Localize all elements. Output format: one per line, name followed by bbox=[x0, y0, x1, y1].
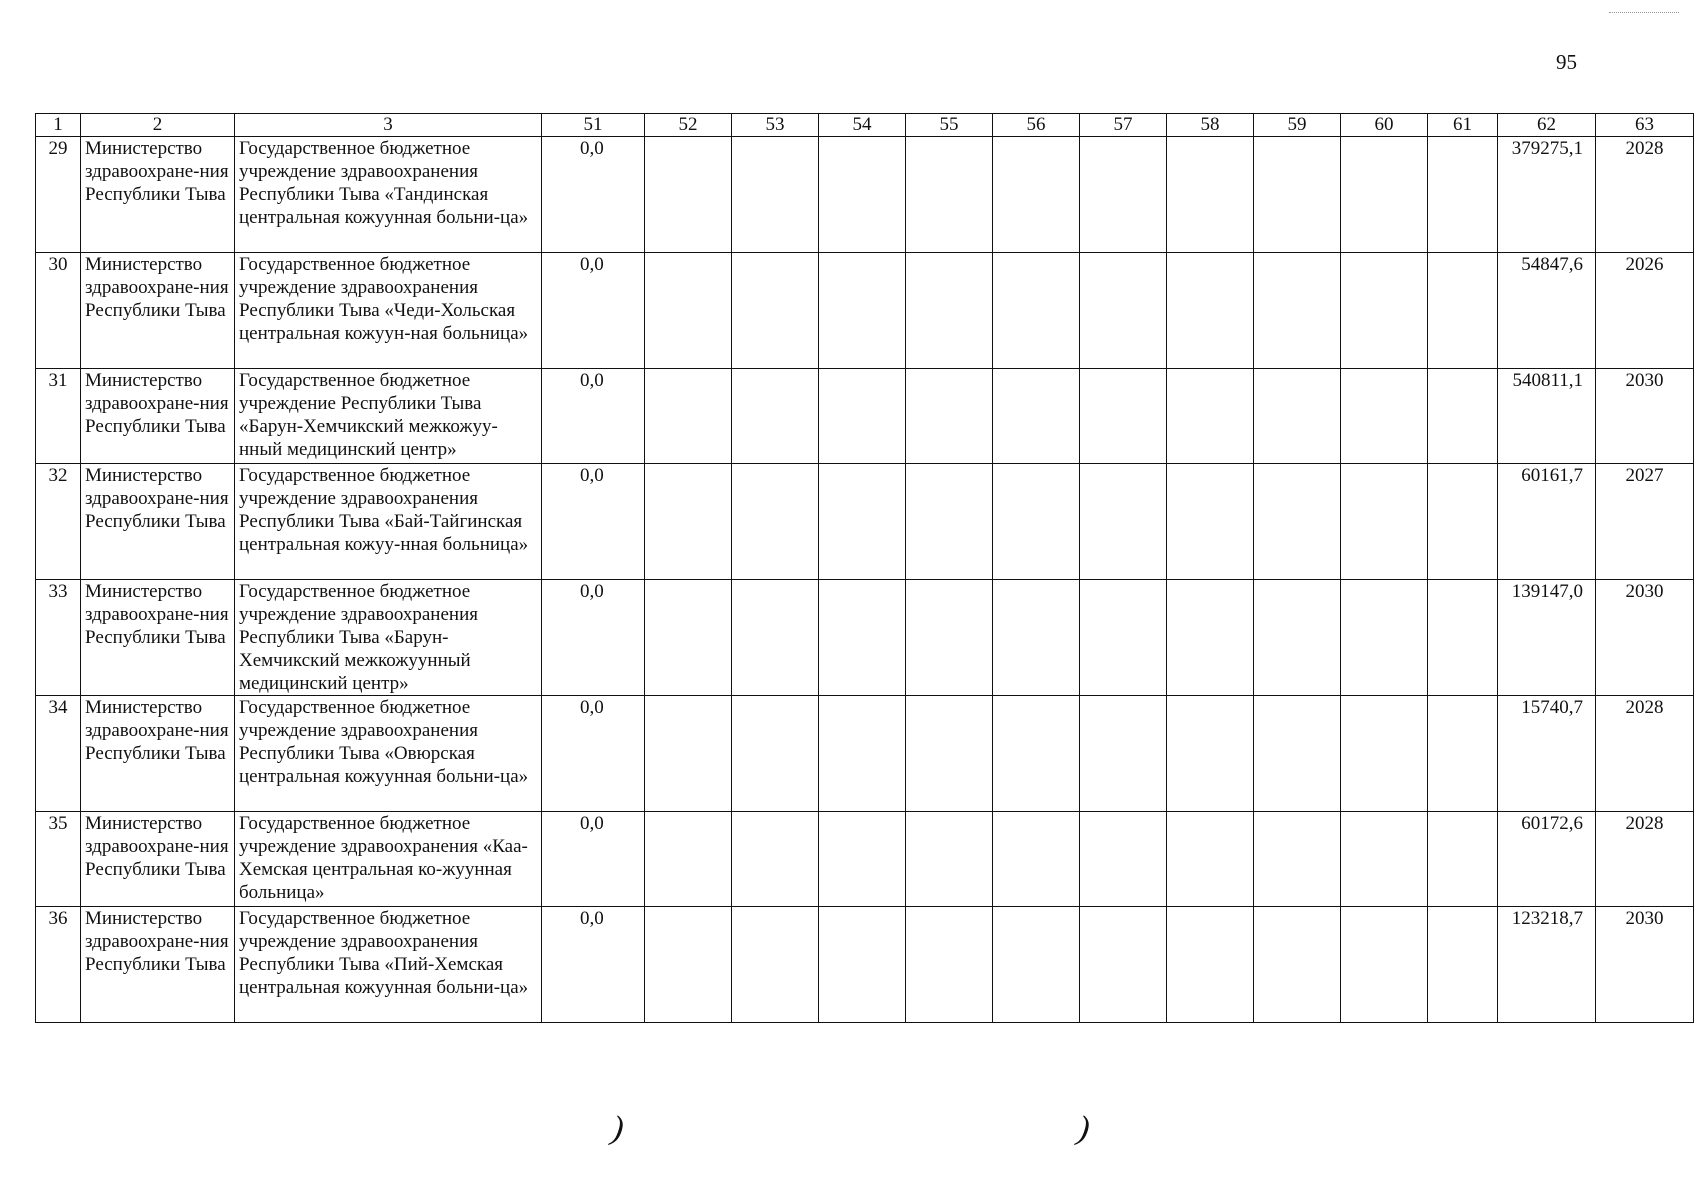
empty-cell bbox=[1341, 369, 1428, 464]
handwritten-mark-left: ) bbox=[609, 1109, 626, 1148]
empty-cell bbox=[993, 580, 1080, 696]
empty-cell bbox=[1341, 137, 1428, 253]
empty-cell bbox=[645, 696, 732, 812]
empty-cell bbox=[1341, 812, 1428, 907]
col62-cell: 123218,7 bbox=[1498, 907, 1596, 1023]
empty-cell bbox=[1341, 580, 1428, 696]
empty-cell bbox=[1254, 907, 1341, 1023]
column-header: 53 bbox=[732, 114, 819, 137]
col63-cell: 2028 bbox=[1596, 696, 1694, 812]
empty-cell bbox=[1428, 696, 1498, 812]
corner-scan-artifact bbox=[1609, 4, 1679, 13]
institution-cell: Государственное бюджетное учреждение здравоохранения Республики Тыва «Барун-Хемчикский межкожуунный медицинский центр» bbox=[235, 580, 542, 696]
column-header: 58 bbox=[1167, 114, 1254, 137]
institution-cell: Государственное бюджетное учреждение Республики Тыва «Барун-Хемчикский межкожуу-нный медицинский центр» bbox=[235, 369, 542, 464]
empty-cell bbox=[645, 137, 732, 253]
row-number: 33 bbox=[36, 580, 81, 696]
empty-cell bbox=[1080, 812, 1167, 907]
col63-cell: 2030 bbox=[1596, 907, 1694, 1023]
empty-cell bbox=[1254, 812, 1341, 907]
ministry-cell: Министерство здравоохране-ния Республики Тыва bbox=[81, 580, 235, 696]
table-row bbox=[36, 137, 1694, 253]
empty-cell bbox=[1254, 369, 1341, 464]
empty-cell bbox=[1341, 907, 1428, 1023]
empty-cell bbox=[993, 369, 1080, 464]
column-header: 51 bbox=[542, 114, 645, 137]
empty-cell bbox=[993, 696, 1080, 812]
column-header: 61 bbox=[1428, 114, 1498, 137]
empty-cell bbox=[906, 464, 993, 580]
institution-cell: Государственное бюджетное учреждение здравоохранения Республики Тыва «Тандинская центральная кожуунная больни-ца» bbox=[235, 137, 542, 253]
column-header: 2 bbox=[81, 114, 235, 137]
table-row bbox=[36, 253, 1694, 369]
table-row bbox=[36, 812, 1694, 907]
row-number: 36 bbox=[36, 907, 81, 1023]
row-number: 31 bbox=[36, 369, 81, 464]
column-header: 55 bbox=[906, 114, 993, 137]
institution-cell: Государственное бюджетное учреждение здравоохранения Республики Тыва «Бай-Тайгинская центральная кожуу-нная больница» bbox=[235, 464, 542, 580]
empty-cell bbox=[645, 464, 732, 580]
empty-cell bbox=[993, 253, 1080, 369]
empty-cell bbox=[732, 580, 819, 696]
institution-cell: Государственное бюджетное учреждение здравоохранения «Каа-Хемская центральная ко-жуунная больница» bbox=[235, 812, 542, 907]
empty-cell bbox=[906, 580, 993, 696]
table-row bbox=[36, 464, 1694, 580]
column-header: 3 bbox=[235, 114, 542, 137]
row-number: 30 bbox=[36, 253, 81, 369]
ministry-cell: Министерство здравоохране-ния Республики Тыва bbox=[81, 464, 235, 580]
column-header: 60 bbox=[1341, 114, 1428, 137]
empty-cell bbox=[645, 253, 732, 369]
empty-cell bbox=[1254, 464, 1341, 580]
column-header: 1 bbox=[36, 114, 81, 137]
table-row bbox=[36, 580, 1694, 696]
empty-cell bbox=[819, 253, 906, 369]
empty-cell bbox=[1167, 812, 1254, 907]
institution-cell: Государственное бюджетное учреждение здравоохранения Республики Тыва «Овюрская центральная кожуунная больни-ца» bbox=[235, 696, 542, 812]
ministry-cell: Министерство здравоохране-ния Республики Тыва bbox=[81, 812, 235, 907]
empty-cell bbox=[993, 464, 1080, 580]
ministry-cell: Министерство здравоохране-ния Республики Тыва bbox=[81, 369, 235, 464]
empty-cell bbox=[732, 812, 819, 907]
col62-cell: 60172,6 bbox=[1498, 812, 1596, 907]
handwritten-mark-right: ) bbox=[1075, 1109, 1092, 1148]
col51-cell: 0,0 bbox=[542, 369, 645, 464]
institution-cell: Государственное бюджетное учреждение здравоохранения Республики Тыва «Чеди-Хольская центральная кожуун-ная больница» bbox=[235, 253, 542, 369]
col51-cell: 0,0 bbox=[542, 464, 645, 580]
ministry-cell: Министерство здравоохране-ния Республики Тыва bbox=[81, 253, 235, 369]
empty-cell bbox=[1167, 464, 1254, 580]
empty-cell bbox=[1080, 464, 1167, 580]
empty-cell bbox=[1428, 253, 1498, 369]
empty-cell bbox=[906, 369, 993, 464]
col62-cell: 139147,0 bbox=[1498, 580, 1596, 696]
empty-cell bbox=[1428, 464, 1498, 580]
ministry-cell: Министерство здравоохране-ния Республики Тыва bbox=[81, 696, 235, 812]
col62-cell: 15740,7 bbox=[1498, 696, 1596, 812]
row-number: 34 bbox=[36, 696, 81, 812]
table-row bbox=[36, 696, 1694, 812]
empty-cell bbox=[732, 253, 819, 369]
col51-cell: 0,0 bbox=[542, 907, 645, 1023]
col63-cell: 2030 bbox=[1596, 580, 1694, 696]
column-header: 56 bbox=[993, 114, 1080, 137]
empty-cell bbox=[906, 696, 993, 812]
empty-cell bbox=[732, 137, 819, 253]
empty-cell bbox=[732, 464, 819, 580]
empty-cell bbox=[906, 137, 993, 253]
empty-cell bbox=[1080, 137, 1167, 253]
col51-cell: 0,0 bbox=[542, 812, 645, 907]
column-header: 62 bbox=[1498, 114, 1596, 137]
empty-cell bbox=[1167, 696, 1254, 812]
empty-cell bbox=[1167, 369, 1254, 464]
empty-cell bbox=[645, 907, 732, 1023]
empty-cell bbox=[1167, 137, 1254, 253]
empty-cell bbox=[1167, 580, 1254, 696]
empty-cell bbox=[819, 369, 906, 464]
empty-cell bbox=[1254, 696, 1341, 812]
empty-cell bbox=[645, 369, 732, 464]
row-number: 29 bbox=[36, 137, 81, 253]
empty-cell bbox=[1428, 907, 1498, 1023]
data-table bbox=[35, 113, 1694, 1023]
empty-cell bbox=[1254, 580, 1341, 696]
col51-cell: 0,0 bbox=[542, 253, 645, 369]
empty-cell bbox=[906, 812, 993, 907]
col62-cell: 60161,7 bbox=[1498, 464, 1596, 580]
empty-cell bbox=[1080, 253, 1167, 369]
institution-cell: Государственное бюджетное учреждение здравоохранения Республики Тыва «Пий-Хемская центральная кожуунная больни-ца» bbox=[235, 907, 542, 1023]
empty-cell bbox=[819, 137, 906, 253]
col51-cell: 0,0 bbox=[542, 580, 645, 696]
col63-cell: 2026 bbox=[1596, 253, 1694, 369]
header-row bbox=[36, 114, 1694, 137]
empty-cell bbox=[819, 580, 906, 696]
col62-cell: 54847,6 bbox=[1498, 253, 1596, 369]
empty-cell bbox=[1428, 369, 1498, 464]
empty-cell bbox=[645, 580, 732, 696]
table-row bbox=[36, 369, 1694, 464]
empty-cell bbox=[732, 369, 819, 464]
empty-cell bbox=[993, 907, 1080, 1023]
column-header: 57 bbox=[1080, 114, 1167, 137]
empty-cell bbox=[906, 907, 993, 1023]
col51-cell: 0,0 bbox=[542, 696, 645, 812]
empty-cell bbox=[1428, 812, 1498, 907]
table-row bbox=[36, 907, 1694, 1023]
row-number: 35 bbox=[36, 812, 81, 907]
col63-cell: 2028 bbox=[1596, 812, 1694, 907]
empty-cell bbox=[1167, 907, 1254, 1023]
empty-cell bbox=[993, 812, 1080, 907]
empty-cell bbox=[819, 696, 906, 812]
col63-cell: 2030 bbox=[1596, 369, 1694, 464]
col63-cell: 2028 bbox=[1596, 137, 1694, 253]
empty-cell bbox=[1254, 137, 1341, 253]
empty-cell bbox=[819, 464, 906, 580]
empty-cell bbox=[1428, 580, 1498, 696]
col51-cell: 0,0 bbox=[542, 137, 645, 253]
row-number: 32 bbox=[36, 464, 81, 580]
empty-cell bbox=[1080, 580, 1167, 696]
empty-cell bbox=[1080, 907, 1167, 1023]
column-header: 54 bbox=[819, 114, 906, 137]
ministry-cell: Министерство здравоохране-ния Республики Тыва bbox=[81, 907, 235, 1023]
empty-cell bbox=[645, 812, 732, 907]
page-number: 95 bbox=[1556, 50, 1577, 74]
empty-cell bbox=[1167, 253, 1254, 369]
col63-cell: 2027 bbox=[1596, 464, 1694, 580]
empty-cell bbox=[1080, 696, 1167, 812]
empty-cell bbox=[1254, 253, 1341, 369]
empty-cell bbox=[1080, 369, 1167, 464]
empty-cell bbox=[1341, 696, 1428, 812]
col62-cell: 540811,1 bbox=[1498, 369, 1596, 464]
empty-cell bbox=[732, 907, 819, 1023]
col62-cell: 379275,1 bbox=[1498, 137, 1596, 253]
empty-cell bbox=[1428, 137, 1498, 253]
column-header: 63 bbox=[1596, 114, 1694, 137]
empty-cell bbox=[1341, 464, 1428, 580]
empty-cell bbox=[819, 812, 906, 907]
empty-cell bbox=[993, 137, 1080, 253]
ministry-cell: Министерство здравоохране-ния Республики Тыва bbox=[81, 137, 235, 253]
column-header: 52 bbox=[645, 114, 732, 137]
empty-cell bbox=[819, 907, 906, 1023]
empty-cell bbox=[1341, 253, 1428, 369]
empty-cell bbox=[732, 696, 819, 812]
column-header: 59 bbox=[1254, 114, 1341, 137]
empty-cell bbox=[906, 253, 993, 369]
